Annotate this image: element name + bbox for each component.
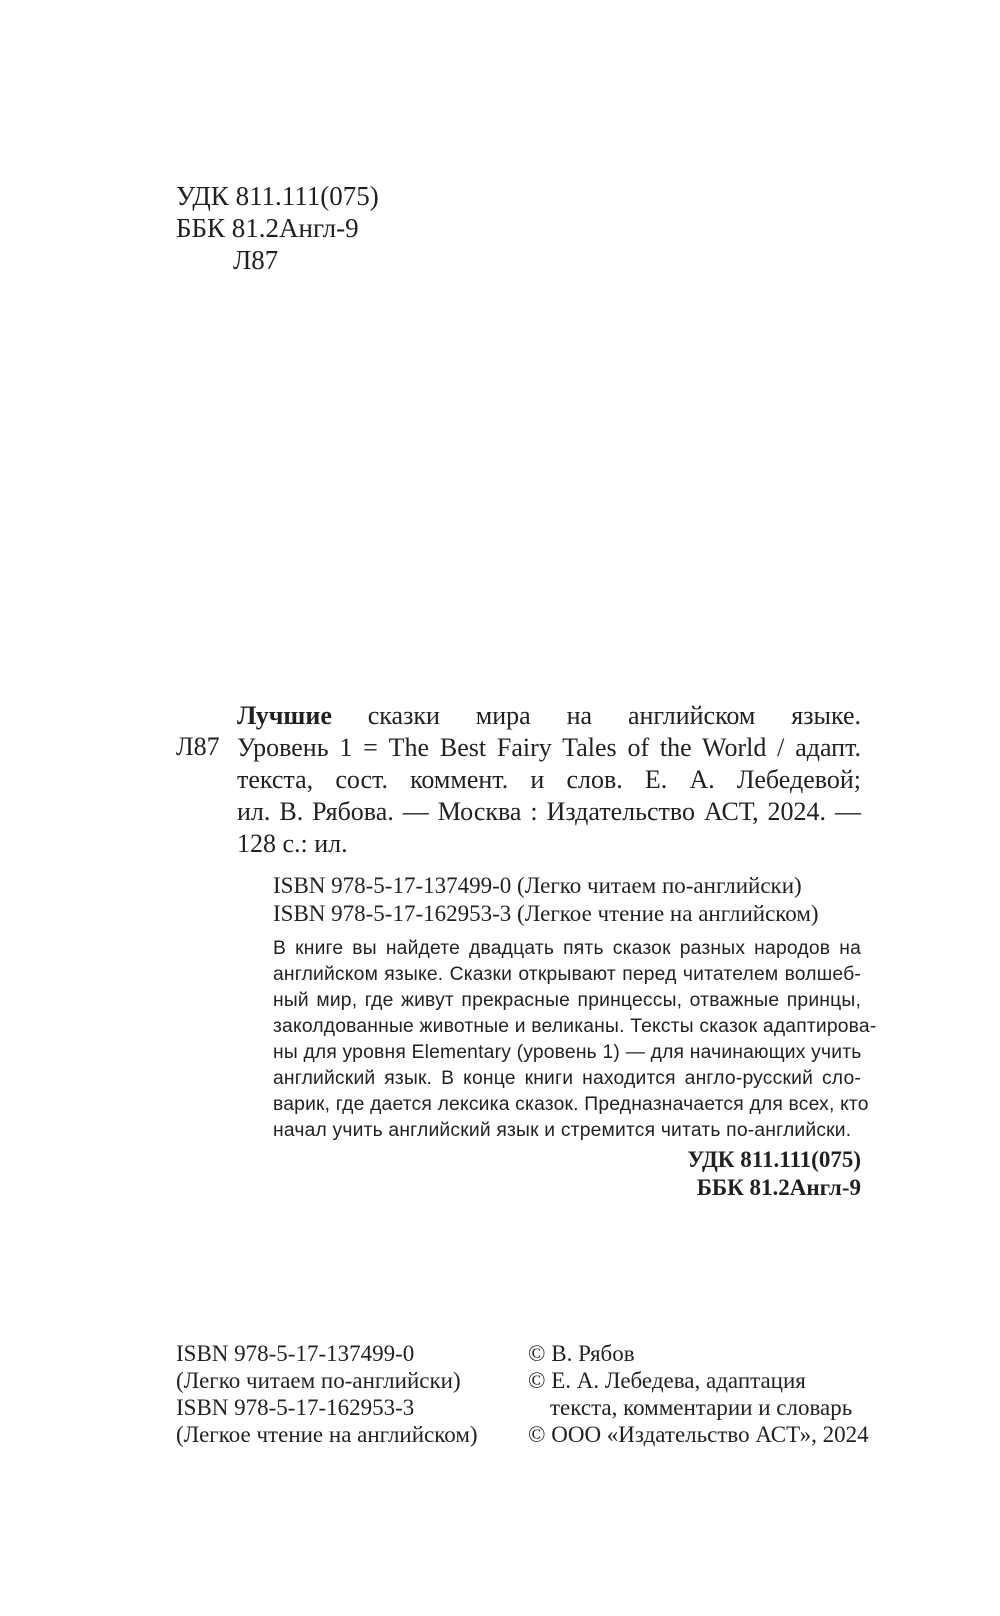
bibliographic-entry — [176, 700, 877, 1202]
annotation-line: ный мир, где живут прекрасные принцессы, отважные принцы, — [273, 990, 861, 1011]
copyright-publisher: © ООО «Издательство АСТ», 2024 — [528, 1422, 869, 1447]
footer-series-1: (Легко читаем по-английски) — [176, 1368, 461, 1393]
footer-copyright-block — [528, 1340, 869, 1448]
top-bbk-code: ББК 81.2Англ-9 — [176, 213, 359, 243]
biblio-line-2: Уровень 1 = The Best Fairy Tales of the World / адапт. — [237, 733, 861, 762]
entry-isbn-block — [273, 872, 861, 928]
annotation-line: заколдованные животные и великаны. Тексты сказок адаптирова- — [273, 1016, 877, 1037]
entry-bbk-code: ББК 81.2Англ-9 — [696, 1175, 861, 1200]
top-udk-code: УДК 811.111(075) — [176, 181, 379, 211]
copyright-adapter-detail: текста, комментарии и словарь — [550, 1395, 853, 1420]
footer-isbn-2: ISBN 978-5-17-162953-3 — [176, 1395, 415, 1420]
title-first-word: Лучшие — [237, 701, 332, 730]
annotation-line: В книге вы найдете двадцать пять сказок разных народов на — [273, 938, 861, 959]
top-classification-codes — [176, 180, 379, 276]
copyright-illustrator: © В. Рябов — [528, 1341, 635, 1366]
copyright-adapter: © Е. А. Лебедева, адаптация — [528, 1368, 806, 1393]
biblio-line-3: текста, сост. коммент. и слов. Е. А. Лебедевой; — [237, 765, 861, 794]
annotation-line: начал учить английский язык и стремится читать по-английски. — [273, 1120, 852, 1141]
footer-isbn-1: ISBN 978-5-17-137499-0 — [176, 1341, 415, 1366]
biblio-line-5: 128 с.: ил. — [237, 829, 348, 858]
biblio-line-1 — [237, 700, 861, 732]
footer-isbn-block — [176, 1340, 478, 1448]
biblio-line-4: ил. В. Рябова. — Москва : Издательство АСТ, 2024. — — [237, 797, 861, 826]
top-author-mark: Л87 — [233, 245, 279, 275]
entry-isbn-2: ISBN 978-5-17-162953-3 (Легкое чтение на английском) — [273, 901, 819, 926]
annotation-line: ны для уровня Elementary (уровень 1) — для начинающих учить — [273, 1042, 862, 1063]
entry-udk-code: УДК 811.111(075) — [687, 1147, 861, 1172]
entry-isbn-1: ISBN 978-5-17-137499-0 (Легко читаем по-английски) — [273, 873, 802, 898]
title-rest: сказки мира на английском языке. — [331, 701, 861, 730]
annotation-line: английском языке. Сказки открывают перед читателем волшеб- — [273, 964, 861, 985]
entry-author-mark: Л87 — [176, 732, 220, 761]
annotation-line: варик, где дается лексика сказок. Предназначается для всех, кто — [273, 1094, 869, 1115]
annotation-line: английский язык. В конце книги находится англо-русский сло- — [273, 1068, 861, 1089]
entry-classification-codes — [176, 1146, 861, 1202]
annotation — [273, 936, 877, 1144]
footer-series-2: (Легкое чтение на английском) — [176, 1422, 478, 1447]
bibliographic-description — [237, 700, 861, 860]
